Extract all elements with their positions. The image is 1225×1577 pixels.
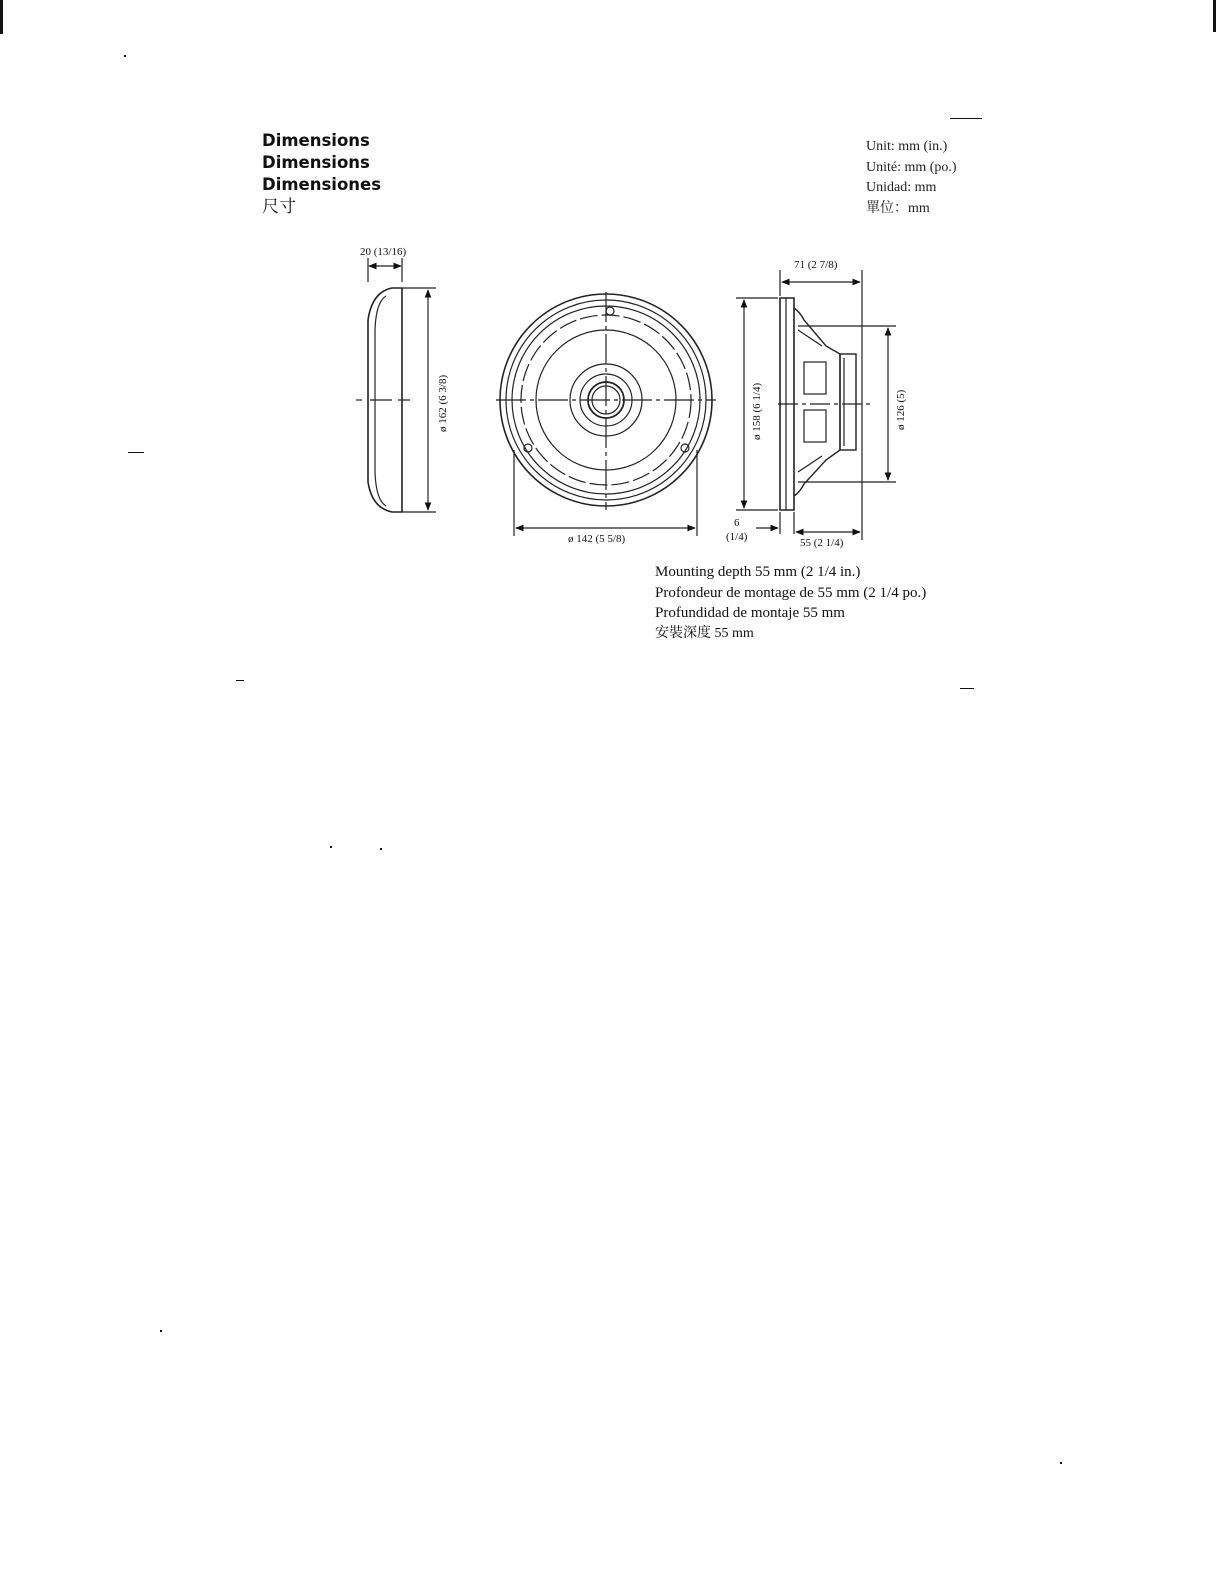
dim-mounting-depth: 55 (2 1/4): [800, 537, 844, 549]
heading-en: Dimensions: [262, 131, 370, 150]
unit-zh: 單位：mm: [866, 200, 930, 216]
dim-flange: 6: [734, 517, 740, 529]
unit-es: Unidad: mm: [866, 180, 937, 195]
note-zh: 安裝深度 55 mm: [655, 625, 754, 641]
note-en: Mounting depth 55 mm (2 1/4 in.): [655, 564, 861, 580]
note-fr: Profondeur de montage de 55 mm (2 1/4 po.): [655, 584, 927, 601]
profile-view-drawing: [356, 258, 436, 512]
dim-diameter-cutout: ø 142 (5 5/8): [568, 533, 626, 545]
dim-depth-front: 20 (13/16): [360, 246, 407, 258]
dim-diameter-magnet: ø 126 (5): [895, 389, 907, 430]
dim-flange-in: (1/4): [726, 531, 748, 543]
mounting-depth-notes: [655, 562, 926, 644]
heading-es: Dimensiones: [262, 175, 382, 194]
unit-en: Unit: mm (in.): [866, 139, 948, 154]
dim-diameter-outer: ø 162 (6 3/8): [437, 374, 449, 432]
heading-fr: Dimensions: [262, 153, 370, 172]
note-es: Profundidad de montaje 55 mm: [655, 605, 845, 621]
dim-diameter-frame: ø 158 (6 1/4): [751, 382, 763, 440]
heading-zh: 尺寸: [262, 197, 296, 217]
dim-depth-total: 71 (2 7/8): [794, 259, 838, 271]
front-view-drawing: [496, 292, 716, 536]
unit-fr: Unité: mm (po.): [866, 159, 957, 175]
